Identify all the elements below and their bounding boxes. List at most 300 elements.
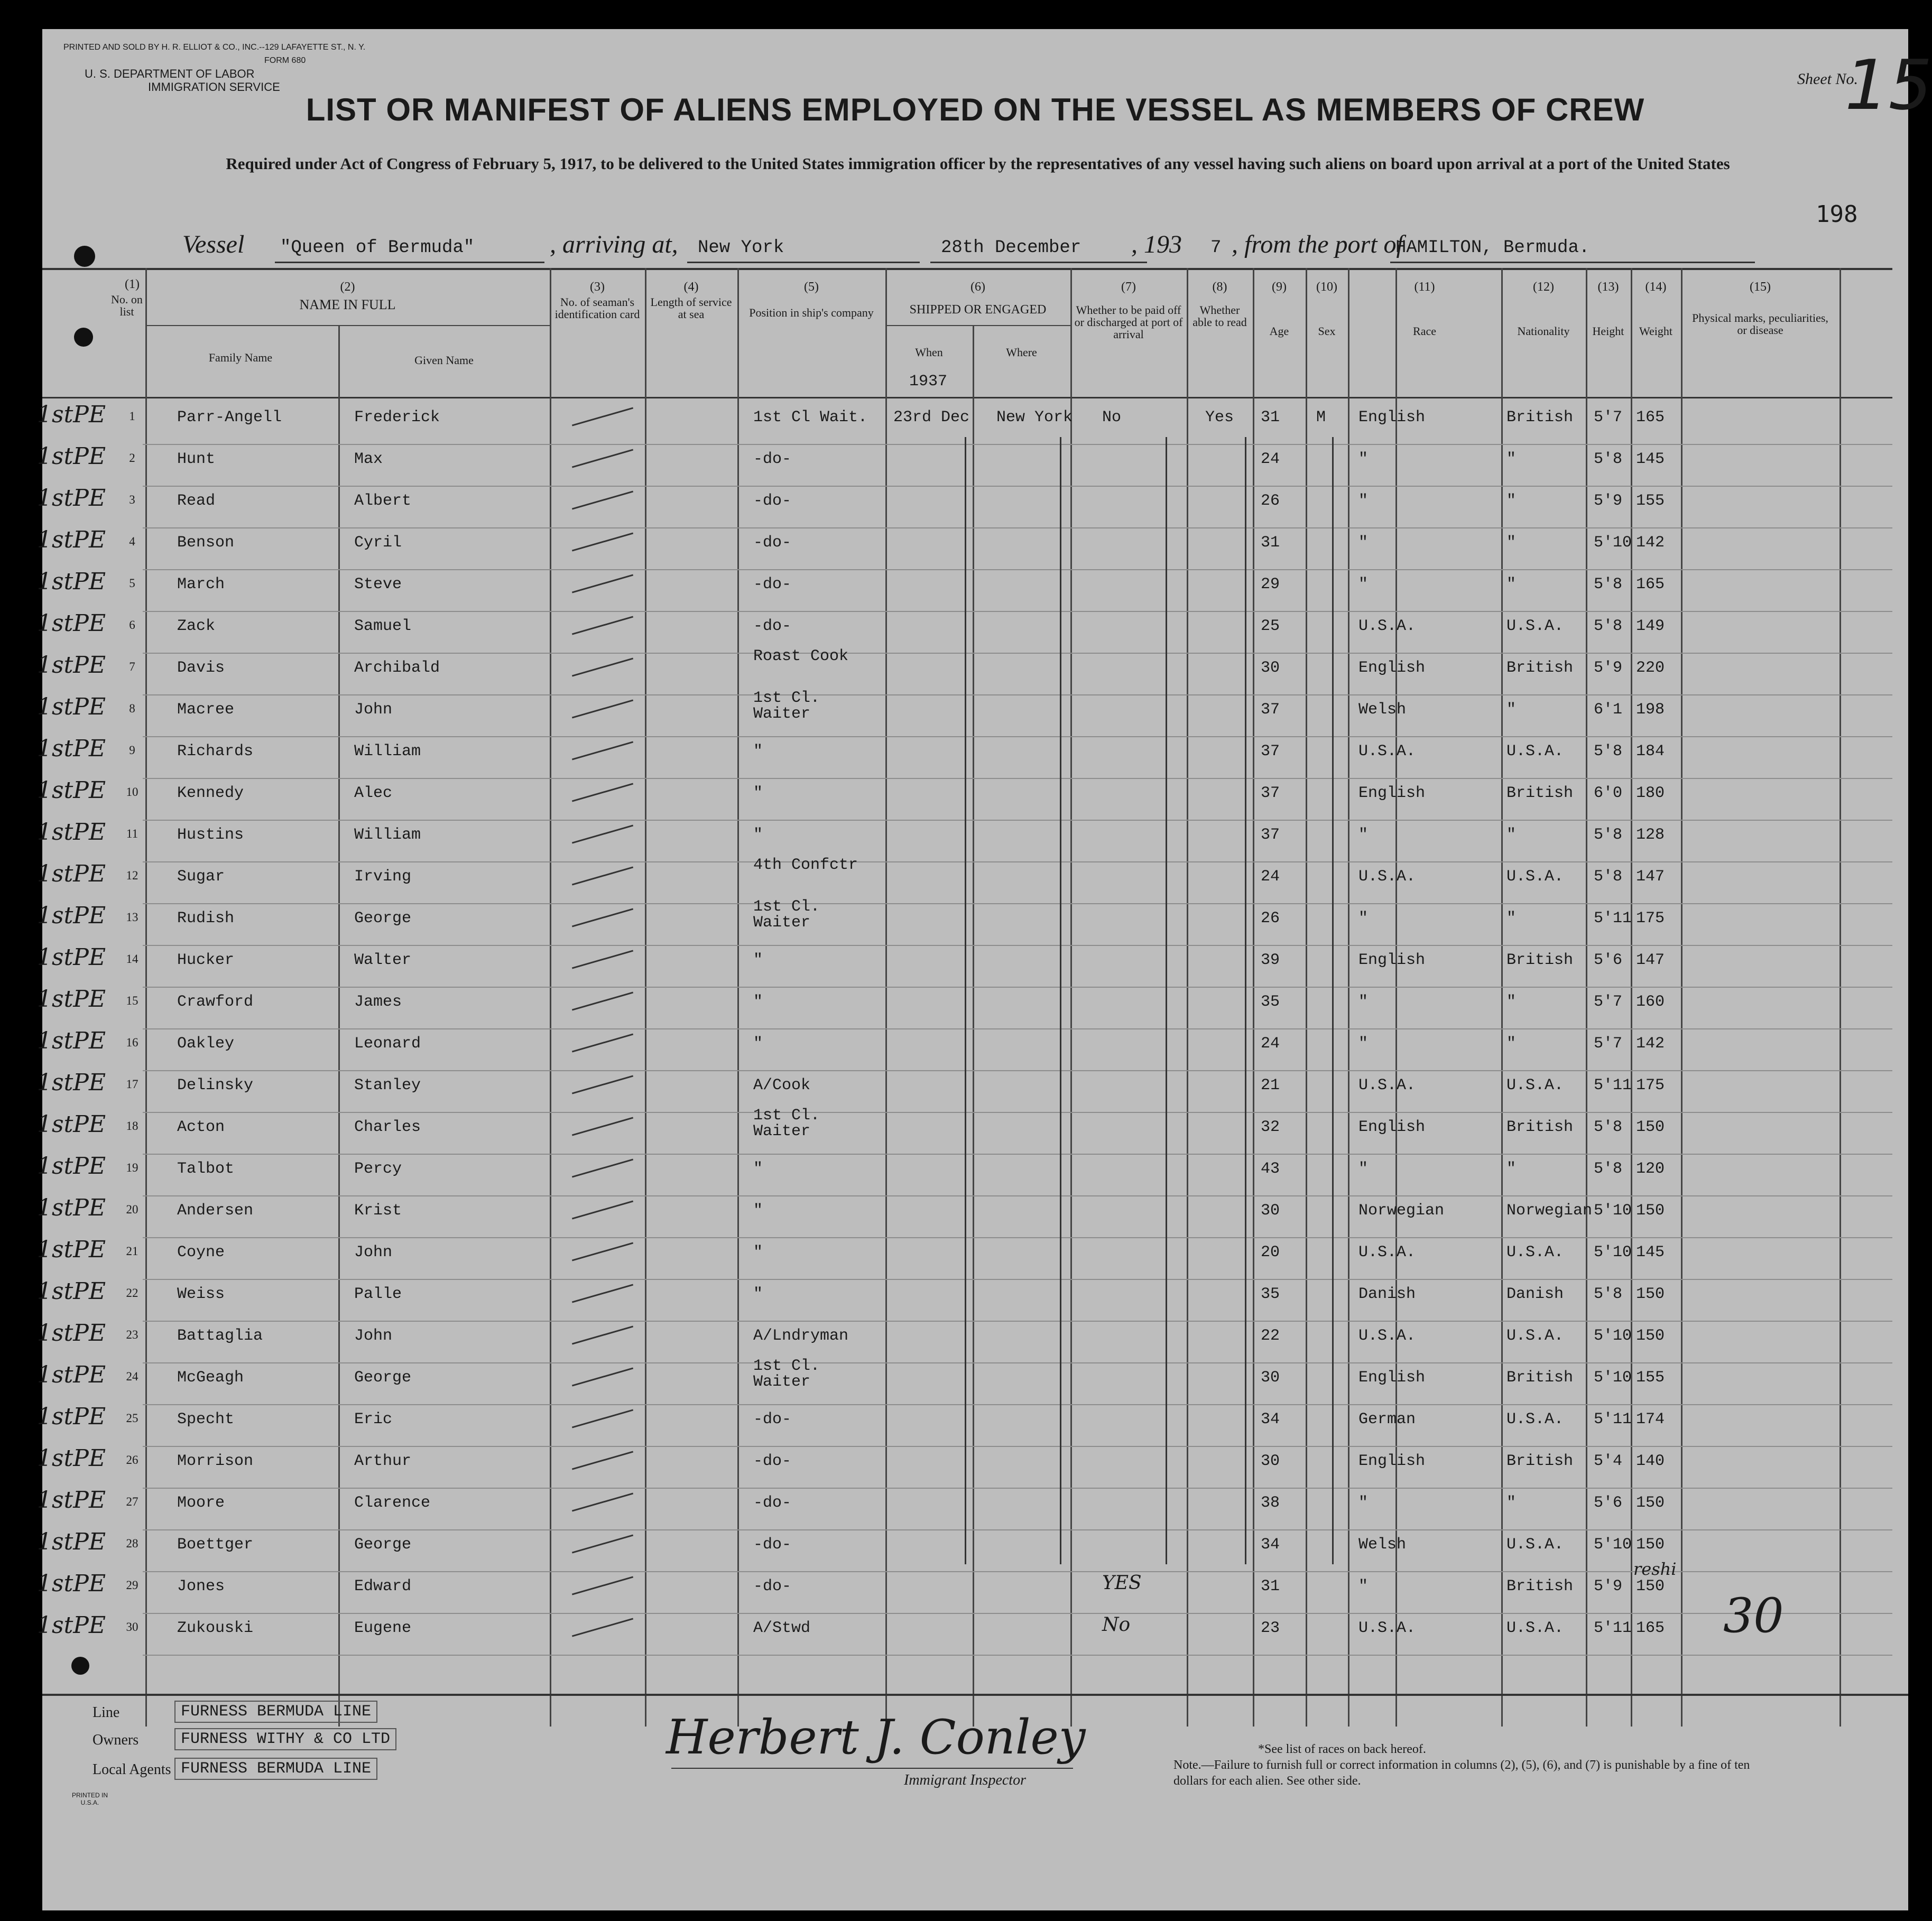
- row-line: [143, 1655, 1892, 1656]
- weight: 120: [1636, 1160, 1665, 1178]
- position: ": [753, 1285, 763, 1303]
- col-divider: [1253, 268, 1254, 1727]
- row-number: 19: [126, 1161, 138, 1174]
- row-number: 30: [126, 1620, 138, 1634]
- col-shipped: SHIPPED OR ENGAGED: [909, 303, 1047, 317]
- height: 5'8: [1594, 868, 1623, 886]
- position: ": [753, 826, 763, 844]
- row-number: 29: [126, 1579, 138, 1592]
- height: 5'6: [1594, 1494, 1623, 1512]
- weight: 198: [1636, 701, 1665, 719]
- given-name: Krist: [354, 1202, 402, 1220]
- id-card-tick: [572, 992, 633, 1011]
- weight: 180: [1636, 784, 1665, 802]
- note-races: *See list of races on back hereof.: [1258, 1742, 1426, 1756]
- col-num: (7): [1121, 280, 1136, 294]
- nationality: Norwegian: [1506, 1202, 1593, 1220]
- nationality: Danish: [1506, 1285, 1564, 1303]
- col-num: (4): [683, 280, 699, 294]
- id-card-tick: [572, 658, 633, 677]
- family-name: Weiss: [177, 1285, 225, 1303]
- col-num: (2): [340, 280, 355, 294]
- weight: 147: [1636, 951, 1665, 969]
- height: 5'8: [1594, 576, 1623, 593]
- family-name: Davis: [177, 659, 225, 677]
- family-name: Hucker: [177, 951, 235, 969]
- divider: [145, 325, 550, 326]
- shipped-year: 1937: [909, 373, 948, 391]
- height: 5'7: [1594, 409, 1623, 426]
- underline: [1390, 262, 1755, 263]
- col-read: Whether able to read: [1193, 303, 1247, 329]
- position: ": [753, 784, 763, 802]
- height: 5'9: [1594, 492, 1623, 510]
- nationality: U.S.A.: [1506, 1619, 1564, 1637]
- col-num: (1): [125, 277, 140, 291]
- col-nationality: Nationality: [1517, 324, 1570, 338]
- class-mark: 1stPE: [37, 1027, 106, 1054]
- row-line: [143, 527, 1892, 528]
- height: 5'11: [1594, 1410, 1632, 1428]
- where-ditto: [1060, 437, 1061, 1564]
- race: U.S.A.: [1358, 1619, 1416, 1637]
- row-line: [143, 444, 1892, 445]
- family-name: Kennedy: [177, 784, 244, 802]
- col-age: Age: [1269, 324, 1289, 338]
- given-name: Albert: [354, 492, 412, 510]
- class-mark: 1stPE: [37, 1111, 106, 1138]
- race: ": [1358, 910, 1369, 927]
- position: ": [753, 1202, 763, 1220]
- position: -do-: [753, 1577, 792, 1595]
- class-mark: 1stPE: [37, 1612, 106, 1639]
- row-line: [143, 1112, 1892, 1113]
- col-divider: [1501, 268, 1503, 1727]
- class-mark: 1stPE: [37, 1194, 106, 1221]
- nationality: U.S.A.: [1506, 1327, 1564, 1345]
- age: 35: [1261, 1285, 1280, 1303]
- race: English: [1358, 1118, 1426, 1136]
- position: -do-: [753, 450, 792, 468]
- sheet-no-value: 15: [1845, 45, 1932, 125]
- nationality: U.S.A.: [1506, 617, 1564, 635]
- row-number: 24: [126, 1370, 138, 1383]
- race: ": [1358, 1494, 1369, 1512]
- race: U.S.A.: [1358, 1327, 1416, 1345]
- col-divider: [1187, 268, 1188, 1727]
- able-to-read: Yes: [1205, 409, 1234, 426]
- id-card-tick: [572, 1535, 633, 1554]
- family-name: Boettger: [177, 1536, 254, 1554]
- position: A/Stwd: [753, 1619, 811, 1637]
- race: ": [1358, 826, 1369, 844]
- col-no-on-list: No. on list: [111, 293, 143, 318]
- id-card-tick: [572, 1576, 633, 1595]
- printer-line: PRINTED AND SOLD BY H. R. ELLIOT & CO., INC.--129 LAFAYETTE ST., N. Y.: [63, 43, 366, 52]
- given-name: Clarence: [354, 1494, 431, 1512]
- height: 5'8: [1594, 1160, 1623, 1178]
- row-line: [143, 987, 1892, 988]
- nationality: ": [1506, 576, 1517, 593]
- weight: 155: [1636, 492, 1665, 510]
- id-card-tick: [572, 867, 633, 886]
- family-name: Jones: [177, 1577, 225, 1595]
- row-number: 23: [126, 1328, 138, 1341]
- line-value: FURNESS BERMUDA LINE: [174, 1701, 377, 1723]
- row-line: [143, 1028, 1892, 1029]
- row-line: [143, 1488, 1892, 1489]
- paid-off: No: [1102, 409, 1122, 426]
- position: A/Cook: [753, 1076, 811, 1094]
- row-line: [143, 1529, 1892, 1530]
- family-name: Rudish: [177, 910, 235, 927]
- weight: 175: [1636, 910, 1665, 927]
- col-divider: [145, 268, 147, 1727]
- age: 30: [1261, 1369, 1280, 1387]
- row-line: [143, 903, 1892, 904]
- stamp-number: 198: [1816, 201, 1858, 228]
- class-mark: 1stPE: [37, 986, 106, 1013]
- given-name: Eric: [354, 1410, 393, 1428]
- col-sex: Sex: [1318, 324, 1336, 338]
- age: 43: [1261, 1160, 1280, 1178]
- col-where: Where: [1006, 346, 1037, 359]
- row-line: [143, 1404, 1892, 1405]
- class-mark: 1stPE: [37, 777, 106, 804]
- race: U.S.A.: [1358, 743, 1416, 760]
- row-line: [143, 1195, 1892, 1196]
- total-count: 30: [1723, 1588, 1784, 1644]
- class-mark: 1stPE: [37, 1570, 106, 1597]
- col-num: (11): [1414, 280, 1435, 294]
- race: Welsh: [1358, 701, 1407, 719]
- weight: 150: [1636, 1494, 1665, 1512]
- col-num: (9): [1272, 280, 1287, 294]
- age: 24: [1261, 450, 1280, 468]
- position: -do-: [753, 1452, 792, 1470]
- weight: 165: [1636, 409, 1665, 426]
- owners-value: FURNESS WITHY & CO LTD: [174, 1728, 396, 1750]
- class-mark: 1stPE: [37, 568, 106, 595]
- id-card-tick: [572, 825, 633, 844]
- age: 24: [1261, 1035, 1280, 1053]
- class-mark: 1stPE: [37, 693, 106, 720]
- family-name: Read: [177, 492, 216, 510]
- family-name: Andersen: [177, 1202, 254, 1220]
- row-number: 18: [126, 1119, 138, 1133]
- row-line: [143, 694, 1892, 695]
- col-num: (14): [1645, 280, 1667, 294]
- col-race: Race: [1413, 324, 1436, 338]
- id-card-tick: [572, 616, 633, 635]
- age: 31: [1261, 534, 1280, 552]
- owners-label: Owners: [93, 1732, 139, 1748]
- id-card-tick: [572, 741, 633, 760]
- nationality: British: [1506, 1118, 1574, 1136]
- weight: 165: [1636, 1619, 1665, 1637]
- nationality: ": [1506, 1160, 1517, 1178]
- family-name: Morrison: [177, 1452, 254, 1470]
- weight: 142: [1636, 534, 1665, 552]
- col-num: (13): [1597, 280, 1619, 294]
- row-number: 17: [126, 1078, 138, 1091]
- race: ": [1358, 1035, 1369, 1053]
- document-title: LIST OR MANIFEST OF ALIENS EMPLOYED ON THE VESSEL AS MEMBERS OF CREW: [306, 92, 1645, 127]
- height: 5'10: [1594, 1327, 1632, 1345]
- weight: 155: [1636, 1369, 1665, 1387]
- col-position: Position in ship's company: [749, 306, 874, 319]
- footer-note: [1173, 1741, 1755, 1789]
- given-name: George: [354, 1536, 412, 1554]
- department-line: U. S. DEPARTMENT OF LABOR: [85, 67, 255, 80]
- height: 5'6: [1594, 951, 1623, 969]
- nationality: ": [1506, 1035, 1517, 1053]
- given-name: Archibald: [354, 659, 440, 677]
- age: 32: [1261, 1118, 1280, 1136]
- nationality: U.S.A.: [1506, 743, 1564, 760]
- col-num: (5): [804, 280, 819, 294]
- height: 5'4: [1594, 1452, 1623, 1470]
- nationality: ": [1506, 492, 1517, 510]
- age: 39: [1261, 951, 1280, 969]
- divider: [885, 325, 1070, 326]
- id-card-tick: [572, 908, 633, 927]
- col-paid-off: Whether to be paid off or discharged at port of arrival: [1074, 303, 1183, 341]
- row-number: 12: [126, 869, 138, 882]
- given-name: Palle: [354, 1285, 402, 1303]
- position: -do-: [753, 1494, 792, 1512]
- weight: 128: [1636, 826, 1665, 844]
- col-service: Length of service at sea: [650, 295, 732, 321]
- row-number: 27: [126, 1495, 138, 1508]
- class-mark: 1stPE: [37, 485, 106, 512]
- col-divider: [973, 326, 974, 1727]
- id-card-tick: [572, 574, 633, 593]
- class-mark: 1stPE: [37, 819, 106, 846]
- weight: 165: [1636, 576, 1665, 593]
- agents-label: Local Agents: [93, 1761, 171, 1778]
- col-divider: [1348, 268, 1349, 1727]
- race: English: [1358, 1452, 1426, 1470]
- row-line: [143, 653, 1892, 654]
- given-name: Walter: [354, 951, 412, 969]
- id-card-tick: [572, 1451, 633, 1470]
- vessel-label: Vessel: [182, 230, 245, 258]
- class-mark: 1stPE: [37, 944, 106, 971]
- height: 5'9: [1594, 659, 1623, 677]
- position: ": [753, 993, 763, 1011]
- position: -do-: [753, 1536, 792, 1554]
- form-number: FORM 680: [264, 56, 306, 65]
- inspector-label: Immigrant Inspector: [904, 1772, 1026, 1788]
- printed-in-usa: PRINTED IN U.S.A.: [71, 1792, 108, 1806]
- nationality: British: [1506, 659, 1574, 677]
- id-card-tick: [572, 449, 633, 468]
- row-number: 22: [126, 1286, 138, 1300]
- col-divider: [1586, 268, 1587, 1727]
- nationality: ": [1506, 993, 1517, 1011]
- row-number: 2: [129, 451, 135, 465]
- class-mark: 1stPE: [37, 1445, 106, 1472]
- nationality: ": [1506, 534, 1517, 552]
- height: 5'7: [1594, 1035, 1623, 1053]
- row-line: [143, 1613, 1892, 1614]
- age: 35: [1261, 993, 1280, 1011]
- nationality: ": [1506, 450, 1517, 468]
- height: 5'10: [1594, 1536, 1632, 1554]
- family-name: Moore: [177, 1494, 225, 1512]
- read-ditto: [1245, 437, 1246, 1564]
- row-number: 6: [129, 618, 135, 632]
- paid-off: No: [1102, 1614, 1131, 1636]
- class-mark: 1stPE: [37, 1278, 106, 1305]
- class-mark: 1stPE: [37, 1069, 106, 1096]
- weight: 220: [1636, 659, 1665, 677]
- col-divider: [1681, 268, 1683, 1727]
- age: 34: [1261, 1410, 1280, 1428]
- id-card-tick: [572, 491, 633, 510]
- family-name: Coyne: [177, 1243, 225, 1261]
- id-card-tick: [572, 1368, 633, 1387]
- row-line: [143, 861, 1892, 862]
- id-card-tick: [572, 700, 633, 719]
- family-name: Delinsky: [177, 1076, 254, 1094]
- height: 5'11: [1594, 1619, 1632, 1637]
- col-weight: Weight: [1639, 324, 1672, 338]
- family-name: Hustins: [177, 826, 244, 844]
- col-divider: [1839, 268, 1841, 1727]
- row-number: 11: [126, 827, 138, 840]
- id-card-tick: [572, 1117, 633, 1136]
- col-height: Height: [1592, 324, 1624, 338]
- age: 21: [1261, 1076, 1280, 1094]
- col-marks: Physical marks, peculiarities, or disease: [1692, 311, 1828, 337]
- class-mark: 1stPE: [37, 902, 106, 929]
- id-card-tick: [572, 533, 633, 552]
- given-name: Alec: [354, 784, 393, 802]
- position: 1st Cl. Waiter: [753, 1357, 820, 1391]
- height: 6'1: [1594, 701, 1623, 719]
- age: 31: [1261, 1577, 1280, 1595]
- row-line: [143, 1279, 1892, 1280]
- row-number: 9: [129, 744, 135, 757]
- weight-annotation: reshi: [1633, 1559, 1677, 1579]
- given-name: George: [354, 1369, 412, 1387]
- nationality: U.S.A.: [1506, 1076, 1564, 1094]
- line-label: Line: [93, 1704, 120, 1721]
- row-line: [143, 820, 1892, 821]
- class-mark: 1stPE: [37, 610, 106, 637]
- row-number: 28: [126, 1537, 138, 1550]
- given-name: Arthur: [354, 1452, 412, 1470]
- age: 30: [1261, 1202, 1280, 1220]
- age: 37: [1261, 701, 1280, 719]
- nationality: British: [1506, 784, 1574, 802]
- id-card-tick: [572, 783, 633, 802]
- class-mark: 1stPE: [37, 1236, 106, 1263]
- age: 26: [1261, 492, 1280, 510]
- height: 6'0: [1594, 784, 1623, 802]
- underline: [275, 262, 544, 263]
- year-prefix: , 193: [1131, 230, 1182, 258]
- from-label: , from the port of: [1232, 230, 1403, 258]
- col-divider: [645, 268, 646, 1727]
- nationality: British: [1506, 1369, 1574, 1387]
- shipped-when: 23rd Dec: [893, 409, 970, 426]
- id-card-tick: [572, 1409, 633, 1428]
- race: U.S.A.: [1358, 868, 1416, 886]
- position: ": [753, 743, 763, 760]
- given-name: John: [354, 701, 393, 719]
- class-mark: 1stPE: [37, 443, 106, 470]
- class-mark: 1stPE: [37, 1361, 106, 1388]
- punch-hole: [74, 246, 95, 267]
- height: 5'8: [1594, 1118, 1623, 1136]
- id-card-tick: [572, 407, 633, 426]
- col-num: (10): [1316, 280, 1337, 294]
- position: -do-: [753, 492, 792, 510]
- nationality: U.S.A.: [1506, 1536, 1564, 1554]
- given-name: James: [354, 993, 402, 1011]
- family-name: Zukouski: [177, 1619, 254, 1637]
- class-mark: 1stPE: [37, 526, 106, 553]
- id-card-tick: [572, 1493, 633, 1512]
- position: -do-: [753, 617, 792, 635]
- arrival-date: 28th December: [941, 238, 1081, 258]
- row-line: [143, 1571, 1892, 1572]
- row-number: 21: [126, 1245, 138, 1258]
- id-card-tick: [572, 1034, 633, 1053]
- row-number: 15: [126, 994, 138, 1007]
- col-divider: [338, 326, 340, 1727]
- year-suffix: 7: [1210, 238, 1222, 258]
- service-line: IMMIGRATION SERVICE: [148, 80, 280, 94]
- family-name: Hunt: [177, 450, 216, 468]
- col-num: (3): [590, 280, 605, 294]
- class-mark: 1stPE: [37, 1528, 106, 1555]
- race: ": [1358, 534, 1369, 552]
- departure-port: HAMILTON, Bermuda.: [1395, 238, 1590, 258]
- height: 5'10: [1594, 534, 1632, 552]
- height: 5'11: [1594, 910, 1632, 927]
- row-number: 7: [129, 660, 135, 673]
- signature-line: [671, 1768, 1073, 1769]
- family-name: Crawford: [177, 993, 254, 1011]
- row-number: 25: [126, 1412, 138, 1425]
- race: German: [1358, 1410, 1416, 1428]
- position: 4th Confctr: [753, 856, 858, 874]
- nationality: U.S.A.: [1506, 1243, 1564, 1261]
- weight: 150: [1636, 1327, 1665, 1345]
- height: 5'8: [1594, 743, 1623, 760]
- race: ": [1358, 576, 1369, 593]
- row-number: 8: [129, 702, 135, 715]
- class-mark: 1stPE: [37, 1487, 106, 1514]
- id-card-tick: [572, 1618, 633, 1637]
- race: ": [1358, 492, 1369, 510]
- race: English: [1358, 659, 1426, 677]
- row-number: 5: [129, 577, 135, 590]
- printer-info: [63, 41, 365, 94]
- position: 1st Cl. Waiter: [753, 689, 820, 723]
- race: English: [1358, 409, 1426, 426]
- paid-off: YES: [1102, 1572, 1142, 1594]
- height: 5'10: [1594, 1202, 1632, 1220]
- race: English: [1358, 1369, 1426, 1387]
- nationality: British: [1506, 1577, 1574, 1595]
- col-divider: [1631, 268, 1632, 1727]
- race: ": [1358, 450, 1369, 468]
